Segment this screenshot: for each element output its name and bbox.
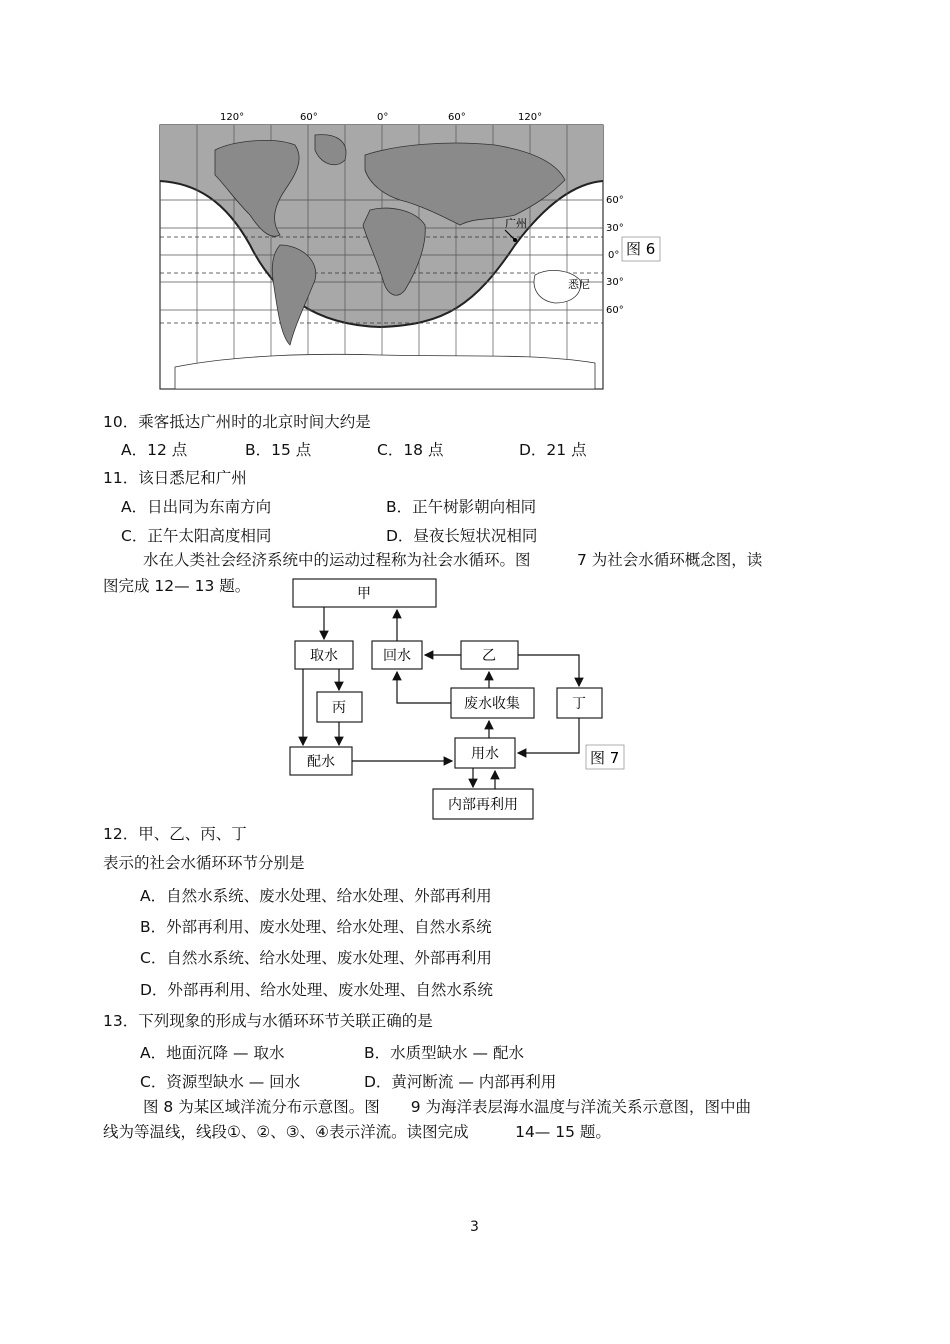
city-sydney: 悉尼 <box>568 278 590 291</box>
figure-6-caption: 图 6 <box>626 240 656 258</box>
label-yongshui: 用水 <box>471 746 499 762</box>
label-ding: 丁 <box>572 696 586 712</box>
lat-label-1: 60° <box>606 195 624 206</box>
label-feishui: 废水收集 <box>464 696 520 712</box>
label-jia: 甲 <box>357 586 371 602</box>
q10-option-a: A．12 点 <box>121 441 188 459</box>
intro-12-13-line1: 水在人类社会经济系统中的运动过程称为社会水循环。图 7 为社会水循环概念图，读 <box>143 551 763 569</box>
q13-option-d: D．黄河断流 — 内部再利用 <box>364 1073 557 1091</box>
label-qushui: 取水 <box>310 648 338 664</box>
figure-7-caption: 图 7 <box>590 749 620 767</box>
figure-6 <box>155 105 665 395</box>
lon-label-2: 60° <box>300 112 318 123</box>
intro-14-15-line2: 线为等温线，线段①、②、③、④表示洋流。读图完成 14— 15 题。 <box>103 1123 611 1141</box>
lon-label-5: 120° <box>518 112 543 123</box>
page-number: 3 <box>470 1219 479 1235</box>
q12-stem-line2: 表示的社会水循环环节分别是 <box>103 854 305 872</box>
lat-label-5: 60° <box>606 305 624 316</box>
lon-label-4: 60° <box>448 112 466 123</box>
label-yi: 乙 <box>482 648 496 664</box>
label-neibu: 内部再利用 <box>448 797 518 813</box>
lat-label-2: 30° <box>606 223 624 234</box>
lon-label-3: 0° <box>377 112 389 123</box>
q11-option-c: C．正午太阳高度相同 <box>121 527 272 545</box>
intro-14-15-line1: 图 8 为某区域洋流分布示意图。图 9 为海洋表层海水温度与洋流关系示意图，图中曲 <box>143 1098 752 1116</box>
q10-option-b: B．15 点 <box>245 441 312 459</box>
q13-option-c: C．资源型缺水 — 回水 <box>140 1073 301 1091</box>
q13-option-a: A．地面沉降 — 取水 <box>140 1044 285 1062</box>
lat-label-4: 30° <box>606 277 624 288</box>
q11-option-d: D．昼夜长短状况相同 <box>386 527 538 545</box>
lat-label-3: 0° <box>608 250 620 261</box>
q13-stem: 13．下列现象的形成与水循环环节关联正确的是 <box>103 1012 433 1030</box>
q11-option-a: A．日出同为东南方向 <box>121 498 272 516</box>
q12-option-c: C．自然水系统、给水处理、废水处理、外部再利用 <box>140 949 492 967</box>
water-cycle-diagram <box>285 575 630 825</box>
q11-stem: 11．该日悉尼和广州 <box>103 469 247 487</box>
q10-option-c: C．18 点 <box>377 441 444 459</box>
label-peishui: 配水 <box>307 754 335 770</box>
city-guangzhou: 广州 <box>505 217 527 230</box>
q13-option-b: B．水质型缺水 — 配水 <box>364 1044 524 1062</box>
world-map <box>155 105 665 395</box>
q10-stem: 10．乘客抵达广州时的北京时间大约是 <box>103 413 371 431</box>
q12-option-d: D．外部再利用、给水处理、废水处理、自然水系统 <box>140 981 493 999</box>
lon-label-1: 120° <box>220 112 245 123</box>
figure-7 <box>285 575 630 825</box>
q12-option-a: A．自然水系统、废水处理、给水处理、外部再利用 <box>140 887 492 905</box>
q10-option-d: D．21 点 <box>519 441 587 459</box>
q11-option-b: B．正午树影朝向相同 <box>386 498 537 516</box>
label-bing: 丙 <box>332 700 346 716</box>
q12-option-b: B．外部再利用、废水处理、给水处理、自然水系统 <box>140 918 492 936</box>
intro-12-13-line2: 图完成 12— 13 题。 <box>103 577 251 595</box>
q12-stem-line1: 12．甲、乙、丙、丁 <box>103 825 247 843</box>
label-huishui: 回水 <box>383 648 411 664</box>
